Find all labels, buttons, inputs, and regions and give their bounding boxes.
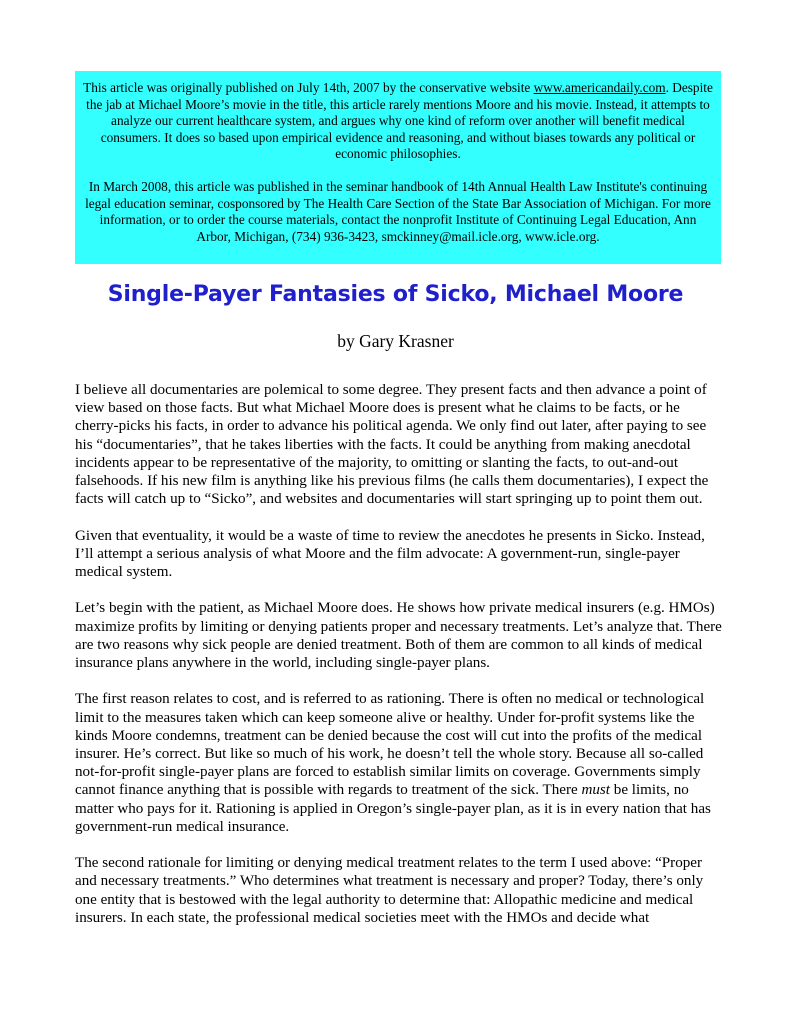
americandaily-link[interactable]: www.americandaily.com [533,80,666,95]
article-byline: by Gary Krasner [337,331,454,351]
article-title: Single-Payer Fantasies of Sicko, Michael Moore [107,282,684,307]
body-paragraph-4-text-a: The first reason relates to cost, and is referred to as rationing. There is often no medical or technological limit to the measures taken which can keep someone alive or healthy. Under for-profit systems like the kinds Moore condemns, treatment can be denied because the cost will cut into the profits of the medical insurer. He’s correct. But like so much of his work, he doesn’t tell the whole story. Because all so-called not-for-profit single-payer plans are forced to establish similar limits on coverage. Governments simply cannot finance anything that is possible with regards to treatment of the sick. There [75,691,705,799]
publication-notice-box [75,71,721,264]
body-paragraph-1: I believe all documentaries are polemical to some degree. They present facts and then advance a point of view based on those facts. But what Michael Moore does is present what he claims to be facts, or he cherry-picks his facts, in order to advance his political agenda. We only find out later, after paying to see his “documentaries”, that he takes liberties with the facts. It could be anything from making anecdotal incidents appear to be representative of the majority, to omitting or slanting the facts, to out-and-out falsehoods. If his new film is anything like his previous films (he calls them documentaries), I expect the facts will catch up to “Sicko”, and websites and documentaries will start springing up to point them out. [75,382,709,508]
notice-text-1a: This article was originally published on July 14th, 2007 by the conservative website [83,80,534,95]
body-paragraph-3: Let’s begin with the patient, as Michael Moore does. He shows how private medical insurers (e.g. HMOs) maximize profits by limiting or denying patients proper and necessary treatments. Let’s analyze that. There are two reasons why sick people are denied treatment. Both of them are common to all kinds of medical insurance plans anywhere in the world, including single-payer plans. [75,600,722,672]
notice-paragraph-1 [83,80,713,163]
body-paragraph-2: Given that eventuality, it would be a waste of time to review the anecdotes he presents in Sicko. Instead, I’ll attempt a serious analysis of what Moore and the film advocate: A government-run, single-payer medical system. [75,527,705,581]
body-paragraph-5: The second rationale for limiting or denying medical treatment relates to the term I used above: “Proper and necessary treatments.” Who determines what treatment is necessary and proper? Today, there’s only one entity that is bestowed with the legal authority to determine that: Allopathic medicine and medical insurers. In each state, the professional medical societies meet with the HMOs and decide what [75,855,704,926]
notice-text-1b: . Despite the jab at Michael Moore’s movie in the title, this article rarely mentions Moore and his movie. Instead, it attempts to analyze our current healthcare system, and argues why one kind of reform over another will benefit medical consumers. It does so based upon empirical evidence and reasoning, and without biases towards any political or economic philosophies. [86,80,713,162]
body-paragraph-4 [75,690,725,836]
body-paragraph-4-text-b: be limits, no matter who pays for it. Rationing is applied in Oregon’s single-payer plan, as it is in every nation that has government-run medical insurance. [75,782,711,835]
notice-paragraph-2: In March 2008, this article was published in the seminar handbook of 14th Annual Health Law Institute's continuing legal education seminar, cosponsored by The Health Care Section of the State Bar Association of Michigan. For more information, or to order the course materials, contact the nonprofit Institute of Continuing Legal Education, Ann Arbor, Michigan, (734) 936-3423, smckinney@mail.icle.org, www.icle.org. [85,178,711,244]
article-body [75,381,725,945]
emphasis-must: must [581,782,610,799]
